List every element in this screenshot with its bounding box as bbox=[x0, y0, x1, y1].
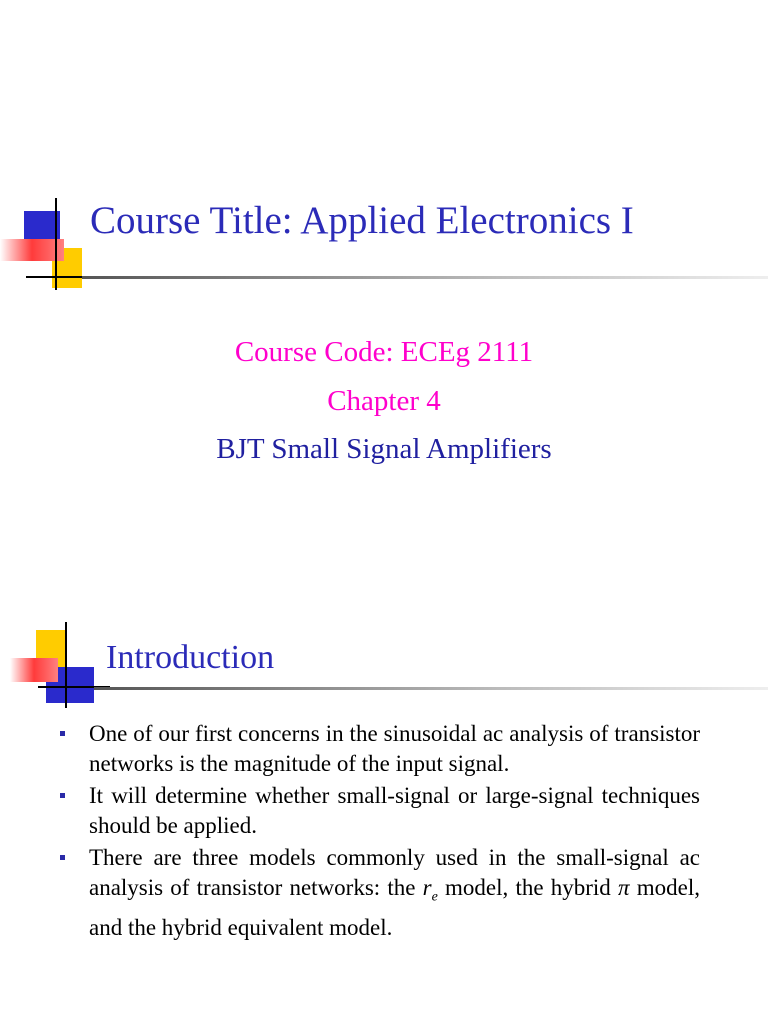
course-title: Course Title: Applied Electronics I bbox=[90, 199, 634, 242]
bullet-list bbox=[60, 719, 700, 945]
title-underline bbox=[82, 276, 768, 279]
pi-symbol: π bbox=[618, 875, 630, 900]
bullet-text-part: model, and the hybrid equivalent model. bbox=[89, 875, 700, 940]
bullet-icon bbox=[60, 855, 65, 860]
list-item bbox=[60, 781, 700, 841]
corner-decoration-graphic bbox=[0, 0, 110, 300]
list-item bbox=[60, 719, 700, 779]
bullet-icon bbox=[60, 731, 65, 736]
bullet-text-part: There are three models commonly used in the small-signal ac analysis of transistor networks: the bbox=[89, 845, 700, 900]
math-r: r bbox=[422, 875, 432, 900]
introduction-slide bbox=[0, 512, 768, 1024]
corner-decoration-graphic bbox=[0, 512, 110, 712]
bullet-text-part: model, the hybrid bbox=[437, 875, 619, 900]
bullet-icon bbox=[60, 793, 65, 798]
bullet-text: One of our first concerns in the sinusoidal ac analysis of transistor networks is the magnitude of the input signal. bbox=[89, 721, 700, 776]
bullet-text: It will determine whether small-signal or large-signal techniques should be applied. bbox=[89, 783, 700, 838]
math-subscript-e: e bbox=[431, 889, 438, 905]
list-item bbox=[60, 843, 700, 943]
slide-title: Introduction bbox=[106, 639, 275, 676]
re-symbol bbox=[422, 875, 438, 905]
title-underline bbox=[94, 687, 768, 690]
course-code: Course Code: ECEg 2111 bbox=[234, 336, 534, 368]
chapter-label: Chapter 4 bbox=[327, 385, 441, 417]
chapter-topic: BJT Small Signal Amplifiers bbox=[216, 433, 552, 465]
